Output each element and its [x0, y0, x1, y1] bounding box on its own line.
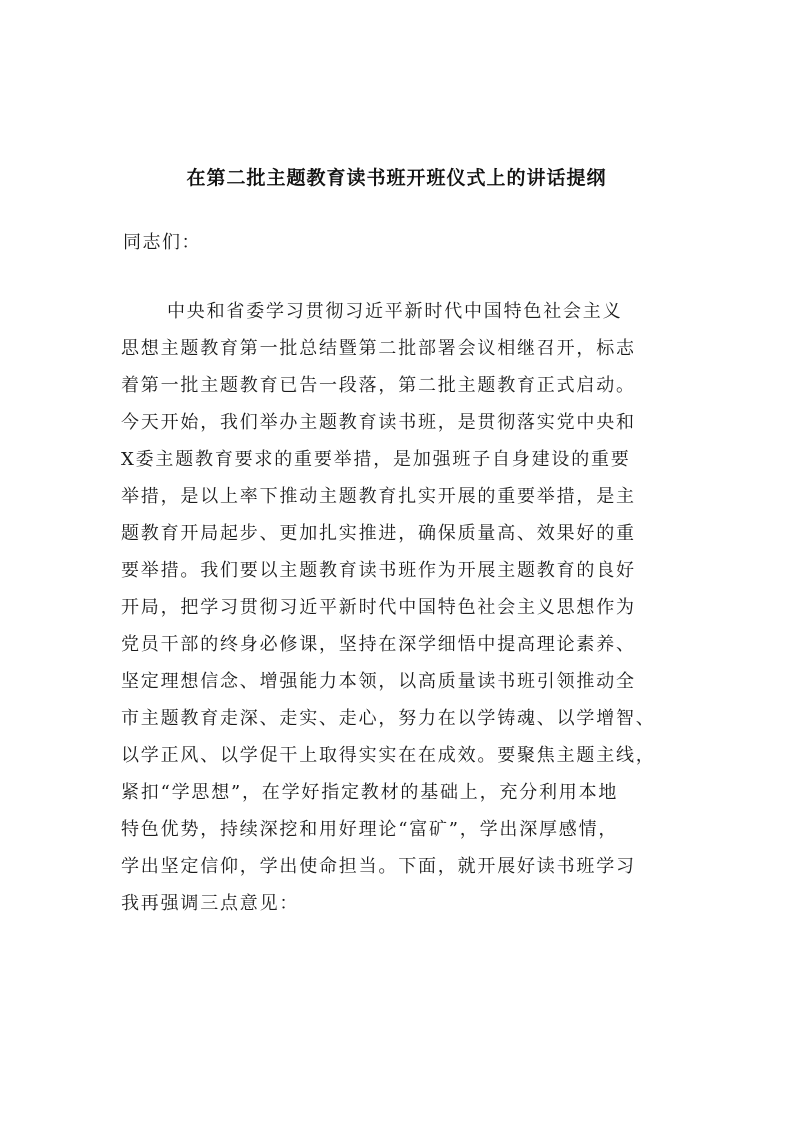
body-line: 中央和省委学习贯彻习近平新时代中国特色社会主义 [167, 301, 623, 322]
body-line: 题教育开局起步、更加扎实推进，确保质量高、效果好的重 [121, 523, 636, 544]
body-line: 要举措。我们要以主题教育读书班作为开展主题教育的良好 [121, 560, 636, 581]
body-line: 举措，是以上率下推动主题教育扎实开展的重要举措，是主 [121, 486, 636, 507]
body-line: 今天开始，我们举办主题教育读书班，是贯彻落实党中央和 [121, 412, 636, 433]
salutation: 同志们： [123, 232, 201, 253]
body-line: 学出坚定信仰，学出使命担当。下面，就开展好读书班学习 [121, 856, 636, 877]
document-title: 在第二批主题教育读书班开班仪式上的讲话提纲 [186, 167, 607, 189]
body-line: 开局，把学习贯彻习近平新时代中国特色社会主义思想作为 [121, 597, 636, 618]
body-line: 思想主题教育第一批总结暨第二批部署会议相继召开，标志 [121, 338, 636, 359]
body-line: 紧扣“学思想”，在学好指定教材的基础上，充分利用本地 [121, 782, 619, 803]
body-line: 着第一批主题教育已告一段落，第二批主题教育正式启动。 [121, 375, 636, 396]
body-line: X委主题教育要求的重要举措，是加强班子自身建设的重要 [121, 449, 631, 470]
body-line: 我再强调三点意见： [121, 893, 300, 914]
body-line: 以学正风、以学促干上取得实实在在成效。要聚焦主题主线， [121, 745, 656, 766]
body-line: 党员干部的终身必修课，坚持在深学细悟中提高理论素养、 [121, 634, 636, 655]
body-line: 坚定理想信念、增强能力本领，以高质量读书班引领推动全 [121, 671, 636, 692]
body-line: 市主题教育走深、走实、走心，努力在以学铸魂、以学增智、 [121, 708, 656, 729]
body-line: 特色优势，持续深挖和用好理论“富矿”，学出深厚感情， [121, 819, 619, 840]
